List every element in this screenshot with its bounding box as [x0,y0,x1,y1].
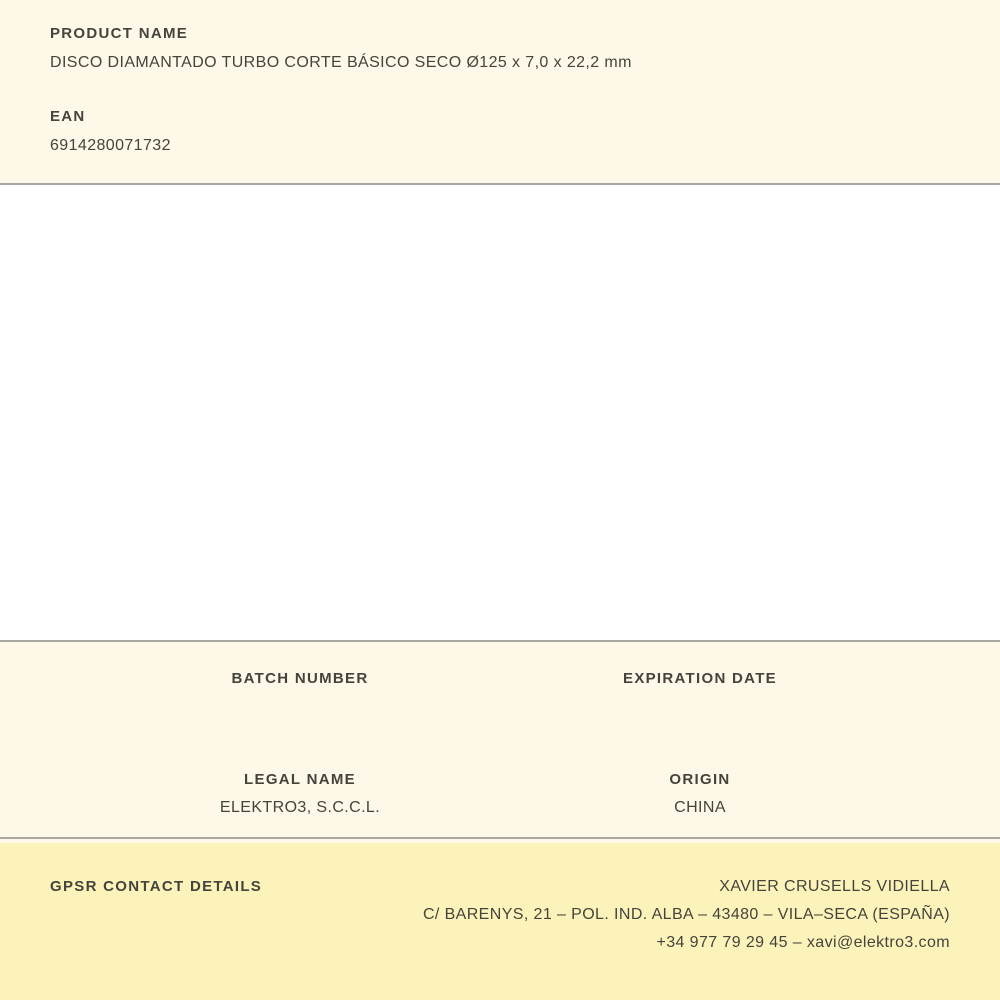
legal-name-label: LEGAL NAME [244,771,356,788]
ean-label: EAN [50,108,86,125]
origin-value: CHINA [674,799,726,816]
origin-field [500,771,900,817]
legal-origin-row [100,771,900,817]
batch-number-label: BATCH NUMBER [231,670,369,687]
batch-number-field [100,670,500,697]
product-image-area [0,185,1000,642]
ean-value: 6914280071732 [50,137,171,154]
product-name-field [50,25,950,72]
gpsr-contact-block [423,873,950,957]
gpsr-contact-phone-email: +34 977 79 29 45 – xavi@elektro3.com [656,934,950,951]
gpsr-contact-section [0,839,1000,1000]
legal-name-field [100,771,500,817]
gpsr-contact-address: C/ BARENYS, 21 – POL. IND. ALBA – 43480 – VILA–SECA (ESPAÑA) [422,906,950,923]
product-name-label: PRODUCT NAME [50,25,189,42]
expiration-date-field [500,670,900,697]
gpsr-contact-name: XAVIER CRUSELLS VIDIELLA [719,878,950,895]
origin-label: ORIGIN [669,771,731,788]
ean-field [50,108,950,155]
batch-expiration-row [100,670,900,697]
legal-name-value: ELEKTRO3, S.C.C.L. [219,799,381,816]
traceability-section [0,642,1000,839]
product-name-value: DISCO DIAMANTADO TURBO CORTE BÁSICO SECO Ø125 x 7,0 x 22,2 mm [50,54,632,71]
expiration-date-label: EXPIRATION DATE [623,670,777,687]
gpsr-contact-label: GPSR CONTACT DETAILS [50,878,263,895]
product-header-section [0,0,1000,185]
